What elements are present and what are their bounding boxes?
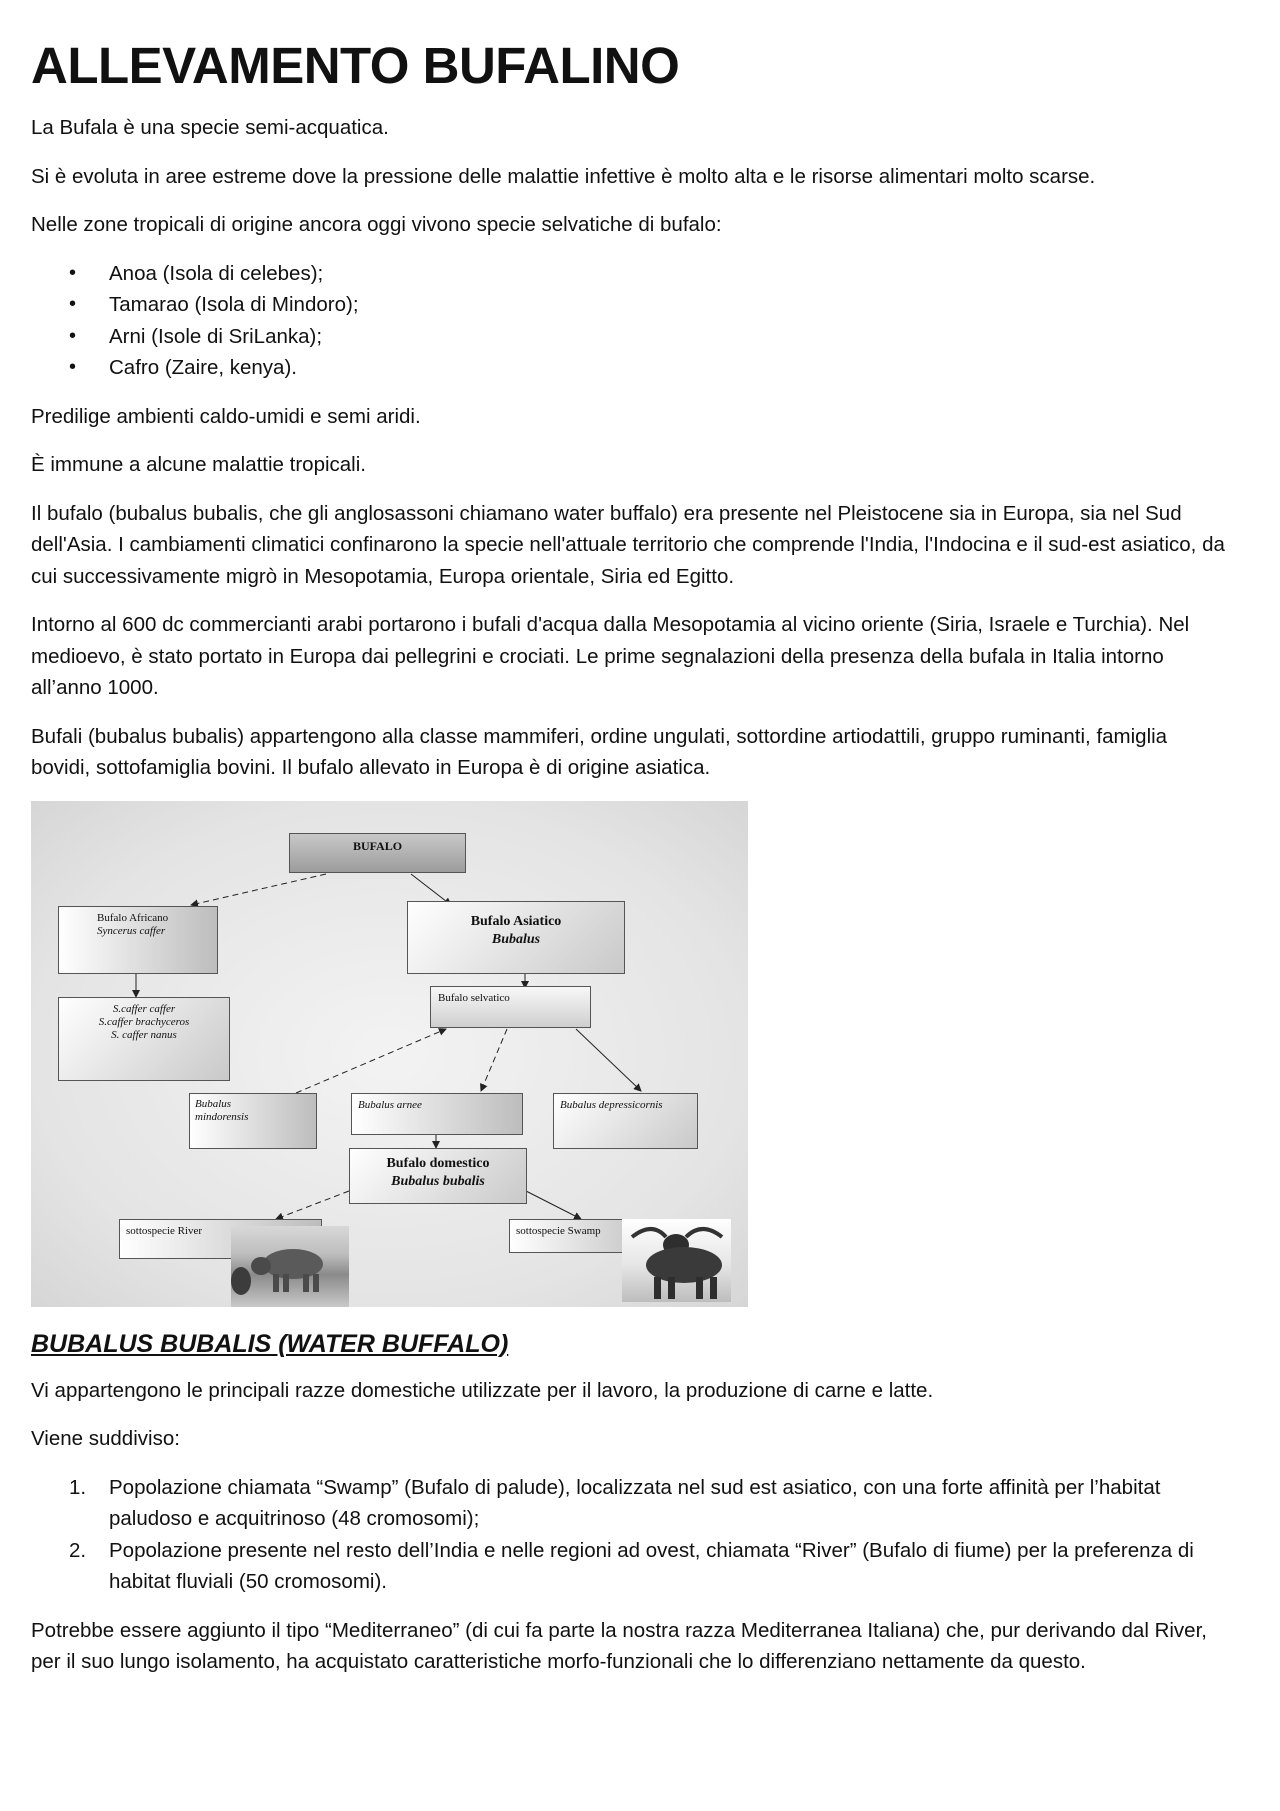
diagram-swamp-box: sottospecie Swamp [509, 1219, 664, 1253]
diagram-domestic-box: Bufalo domestico Bubalus bubalis [349, 1148, 527, 1204]
diagram-african-sub-box: S.caffer caffer S.caffer brachyceros S. caffer nanus [58, 997, 230, 1081]
intro-paragraph: Nelle zone tropicali di origine ancora oggi vivono specie selvatiche di bufalo: [31, 213, 722, 236]
diagram-african-box: Bufalo Africano Syncerus caffer [58, 906, 218, 974]
river-buffalo-photo [231, 1226, 349, 1307]
buffalo-icon [622, 1219, 731, 1302]
body-paragraph: Viene suddiviso: [31, 1427, 180, 1450]
body-paragraph: Vi appartengono le principali razze domestiche utilizzate per il lavoro, la produzione di carne e latte. [31, 1378, 934, 1402]
population-list [31, 1472, 1231, 1598]
list-item: • Cafro (Zaire, kenya). [31, 352, 1231, 384]
wild-species-list [31, 258, 1231, 384]
document-content [31, 34, 1231, 1695]
diagram-mindorensis-box: Bubalus mindorensis [189, 1093, 317, 1149]
buffalo-icon [231, 1226, 349, 1307]
arrow-domestic-swamp [526, 1191, 581, 1219]
body-paragraph: È immune a alcune malattie tropicali. [31, 453, 366, 476]
intro-paragraph: Si è evoluta in aree estreme dove la pressione delle malattie infettive è molto alta e le risorse alimentari molto scarse. [31, 164, 1096, 188]
section-heading: BUBALUS BUBALIS (WATER BUFFALO) [31, 1329, 509, 1358]
bullet-icon: • [69, 261, 77, 284]
body-paragraph: Predilige ambienti caldo-umidi e semi aridi. [31, 404, 421, 428]
body-paragraph: Intorno al 600 dc commercianti arabi portarono i bufali d'acqua dalla Mesopotamia al vicino oriente (Siria, Israele e Turchia). Nel medioevo, è stato portato in Europa dai pellegrini e crociati. Le prime segnalazioni della presenza della bufala in Italia intorno all’anno 1000. [31, 613, 1190, 699]
diagram-wild-box: Bufalo selvatico [430, 986, 591, 1028]
bullet-icon: • [69, 293, 77, 315]
diagram-depressicornis-box: Bubalus depressicornis [553, 1093, 698, 1149]
diagram-asian-box: Bufalo Asiatico Bubalus [407, 901, 625, 974]
arrow-domestic-river [276, 1191, 349, 1219]
diagram-root-box: BUFALO [289, 833, 466, 873]
list-item: • Anoa (Isola di celebes); [31, 258, 1231, 290]
diagram-arnee-box: Bubalus arnee [351, 1093, 523, 1135]
bullet-icon: • [69, 356, 77, 378]
swamp-buffalo-photo [622, 1219, 731, 1302]
taxonomy-diagram [31, 801, 748, 1307]
arrow-mindorensis-wild [296, 1029, 446, 1093]
body-paragraph: Bufali (bubalus bubalis) appartengono alla classe mammiferi, ordine ungulati, sottordine artiodattili, gruppo ruminanti, famiglia bovidi, sottofamiglia bovini. Il bufalo allevato in Europa è di origine asiatica. [31, 724, 1168, 779]
arrow-wild-depressicornis [576, 1029, 641, 1091]
arrow-wild-arnee [481, 1029, 507, 1091]
diagram-river-box: sottospecie River [119, 1219, 322, 1259]
body-paragraph: Potrebbe essere aggiunto il tipo “Mediterraneo” (di cui fa parte la nostra razza Mediterranea Italiana) che, pur derivando dal River, per il suo lungo isolamento, ha acquistato caratteristiche morfo-funzionali che lo differenziano nettamente da questo. [31, 1618, 1207, 1673]
bullet-icon: • [69, 324, 77, 347]
page-title: ALLEVAMENTO BUFALINO [31, 37, 680, 94]
list-item: • Tamarao (Isola di Mindoro); [31, 289, 1231, 321]
arrow-root-african [191, 874, 326, 905]
list-item: 2. Popolazione presente nel resto dell’India e nelle regioni ad ovest, chiamata “River” (Bufalo di fiume) per la preferenza di habitat fluviali (50 cromosomi). [69, 1538, 1194, 1593]
body-paragraph: Il bufalo (bubalus bubalis, che gli anglosassoni chiamano water buffalo) era presente nel Pleistocene sia in Europa, sia nel Sud dell'Asia. I cambiamenti climatici confinarono la specie nell'attuale territorio che comprende l'India, l'Indocina e il sud-est asiatico, da cui successivamente migrò in Mesopotamia, Europa orientale, Siria ed Egitto. [31, 501, 1225, 588]
list-item: 1. Popolazione chiamata “Swamp” (Bufalo di palude), localizzata nel sud est asiatico, con una forte affinità per l’habitat paludoso e acquitrinoso (48 cromosomi); [69, 1475, 1161, 1530]
intro-paragraph: La Bufala è una specie semi-acquatica. [31, 116, 389, 139]
list-item: • Arni (Isole di SriLanka); [31, 321, 1231, 353]
